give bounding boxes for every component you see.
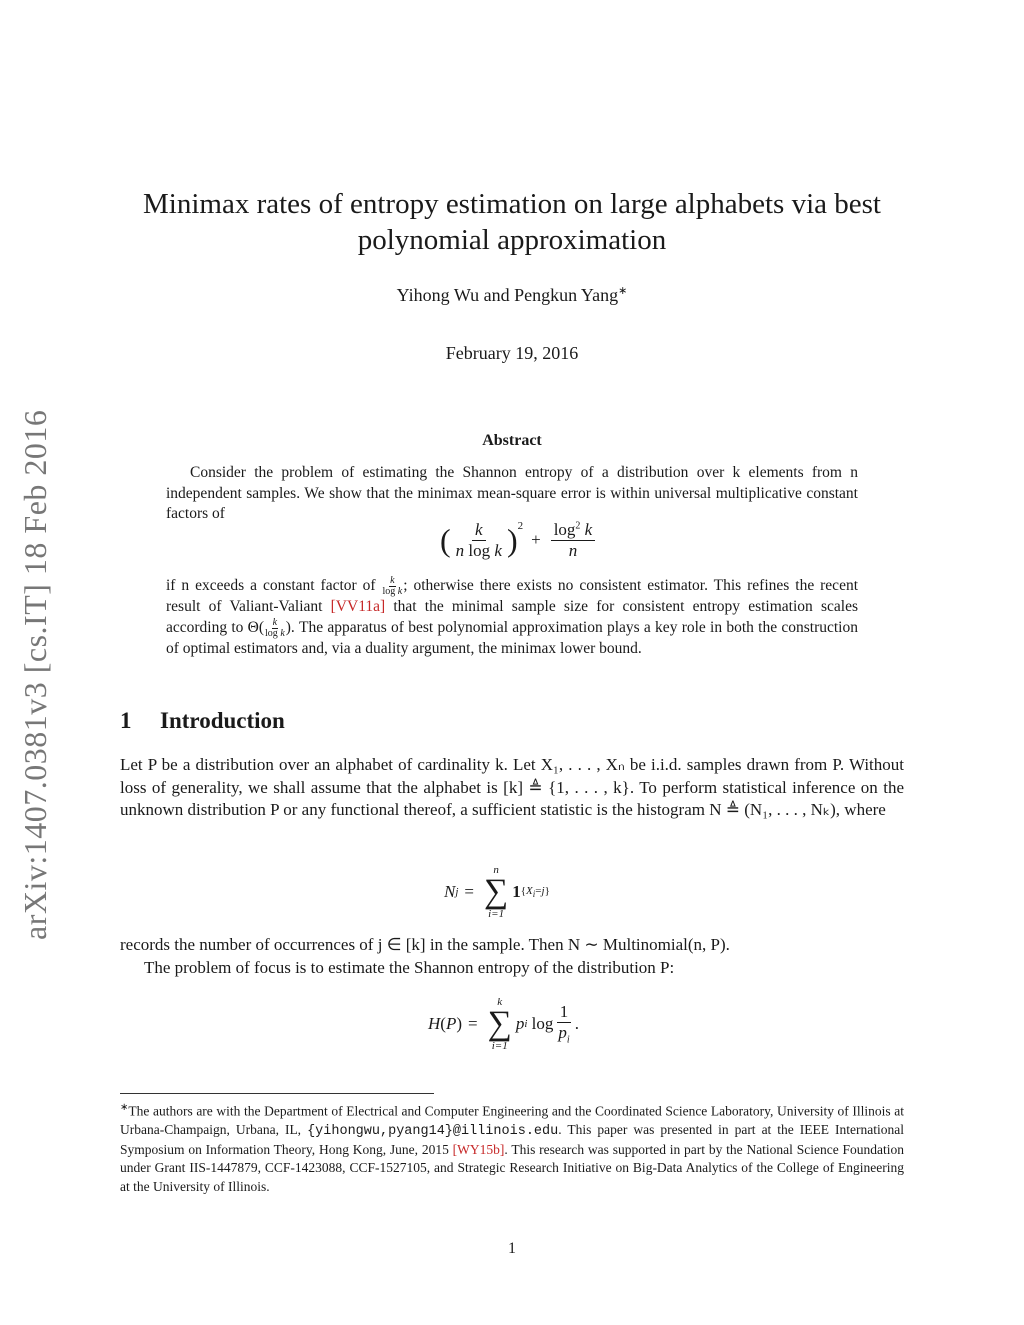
abstract-p2-b: ; otherwise there exists no consistent estimator. This refines the recent result of Valiant-Valiant	[166, 577, 859, 615]
title-line-1: Minimax rates of entropy estimation on large alphabets via best	[143, 188, 881, 220]
authors	[120, 284, 904, 306]
citation-vv11a[interactable]: [VV11a]	[330, 598, 386, 615]
date: February 19, 2016	[445, 343, 579, 363]
section-title: Introduction	[160, 708, 285, 733]
abstract-equation: ( $\frac{k}{\text{n log k}}$ ) $^2$ + $\frac{\log^2 k}{n}$	[440, 520, 597, 560]
footnote-text-c: . This research was supported in part by the National Science Foundation under Grant IIS-1447879, CCF-1423088, CCF-1527105, and Strategic Research Initiative on Big-Data Analytics of the College of Engineering at the University of Illinois.	[120, 1142, 905, 1194]
abstract-p2-d: ). The apparatus of best polynomial approximation plays a key role in both the construction of optimal estimators and, via a duality argument, the minimax lower bound.	[166, 618, 858, 657]
footnote-email[interactable]: {yihongwu,pyang14}@illinois.edu	[307, 1123, 559, 1139]
abstract-p2-c: that the minimal sample size for consistent entropy estimation scales according to Θ(	[166, 598, 858, 636]
section-number: 1	[120, 708, 132, 733]
section-heading	[120, 708, 285, 734]
author-names: Yihong Wu and Pengkun Yang	[396, 285, 619, 305]
footnote-mark: ∗	[120, 1102, 129, 1113]
intro-paragraph-2: records the number of occurrences of j ∈ [k] in the sample. Then N ∼ Multinomial(n, P).	[120, 935, 730, 954]
paper-title	[120, 186, 904, 258]
footnote-text-a: The authors are with the Department of Electrical and Computer Engineering and the Coordinated Science Laboratory, University of Illinois at Urbana-Champaign, Urbana, IL,	[120, 1103, 904, 1137]
abstract-heading: Abstract	[482, 432, 542, 449]
footnote-rule	[120, 1093, 434, 1094]
intro-paragraph-1: Let P be a distribution over an alphabet of cardinality k. Let X₁, . . . , Xₙ be i.i.d. samples drawn from P. Without loss of generality, we shall assume that the alphabet is [k] ≜ {1, . . . , k}. To perform statistical inference on the unknown distribution P or any functional thereof, a sufficient statistic is the histogram N ≜ (N₁, . . . , Nₖ), where	[120, 755, 904, 819]
title-line-2: polynomial approximation	[357, 224, 667, 256]
abstract-paragraph-2: if n exceeds a constant factor of $\frac{k}{\text{log k}}$ ; otherwise there exists no consistent estimator. This refines the recent result of Valiant-Valiant [VV11a] that the minimal sample size for consistent entropy estimation scales according to Θ( $\frac{k}{\text{log k}}$ ). The apparatus of best polynomial approximation plays a key role in both the construction of optimal estimators and, via a duality argument, the minimax lower bound.	[166, 575, 859, 657]
equation-entropy: H ( P ) = k ∑ i=1 p i log $\frac{1}{p_i}$ .	[428, 996, 579, 1052]
arxiv-stamp: arXiv:1407.0381v3 [cs.IT] 18 Feb 2016	[17, 409, 53, 940]
footnote-text-b: . This paper was presented in part at the IEEE International Symposium on Information Theory, Hong Kong, June, 2015	[120, 1121, 905, 1158]
page-number: 1	[508, 1240, 516, 1257]
abstract-p2-a: if n exceeds a constant factor of	[166, 577, 376, 595]
intro-paragraph-3: The problem of focus is to estimate the Shannon entropy of the distribution P:	[144, 958, 675, 977]
footnote	[120, 1099, 904, 1196]
author-footnote-mark[interactable]: ∗	[618, 285, 628, 297]
abstract-paragraph-1: Consider the problem of estimating the Shannon entropy of a distribution over k elements from n independent samples. We show that the minimax mean-square error is within universal multiplicative constant factors of	[166, 464, 858, 522]
equation-histogram: N j = n ∑ i=1 1 $\{X_i=j\}$	[444, 864, 550, 920]
citation-wy15b[interactable]: [WY15b]	[452, 1142, 505, 1158]
